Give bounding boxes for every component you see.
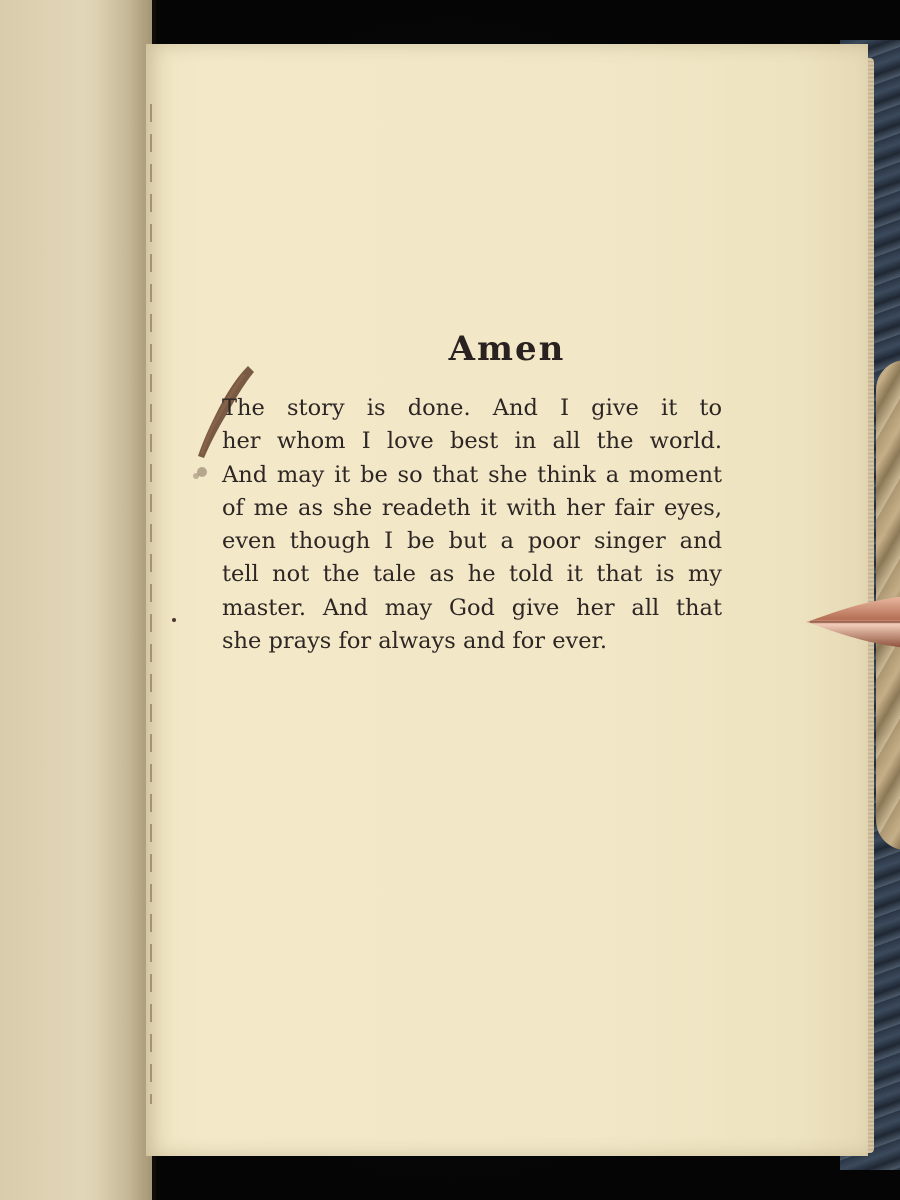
- paragraph-line-7: master. And may God give her all that: [222, 594, 722, 621]
- paragraph-line-8: she prays for always and for ever.: [222, 628, 607, 655]
- dedication-paragraph: [222, 392, 722, 658]
- paragraph-line-4: of me as she readeth it with her fair eyes,: [222, 494, 722, 521]
- paragraph-line-6: tell not the tale as he told it that is my: [222, 561, 722, 588]
- paragraph-line-3: And may it be so that she think a moment: [222, 461, 722, 488]
- paragraph-line-2: her whom I love best in all the world.: [222, 428, 722, 455]
- paragraph-line-5: even though I be but a poor singer and: [222, 528, 722, 555]
- page-heading: Amen: [448, 329, 566, 369]
- recto-page: [146, 44, 868, 1156]
- ink-speck: [172, 618, 176, 622]
- left-page: [0, 0, 152, 1200]
- paragraph-line-1: The story is done. And I give it to: [222, 395, 722, 421]
- metal-bookmark-tip: [806, 596, 900, 648]
- gutter-stitching: [150, 104, 152, 1104]
